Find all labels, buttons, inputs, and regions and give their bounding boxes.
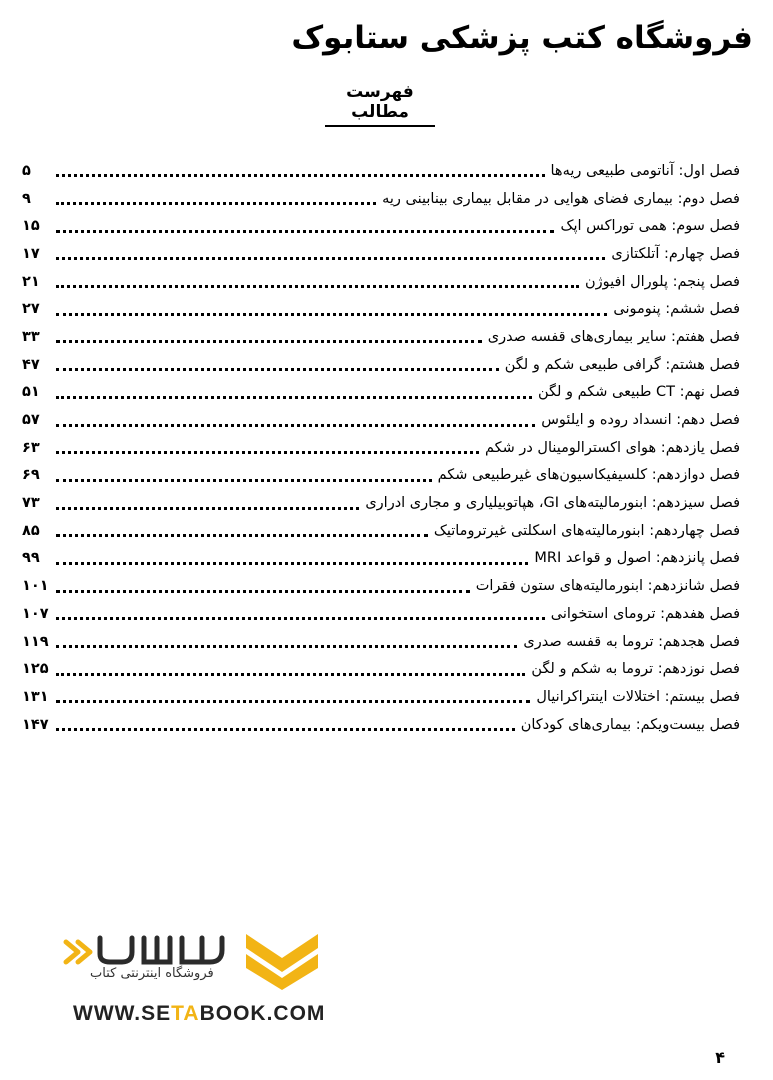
- toc-row[interactable]: [22, 434, 740, 462]
- toc-entry-page: ۱۵: [22, 218, 40, 235]
- dot-leader: [56, 617, 545, 620]
- toc-row[interactable]: [22, 268, 740, 296]
- toc-entry-page: ۳۳: [22, 328, 40, 345]
- toc-entry-title: فصل دوم: بیماری فضای هوایی در مقابل بیماری بینابینی ریه: [382, 190, 740, 207]
- toc-entry-title: فصل بیستم: اختلالات اینتراکرانیال: [536, 688, 740, 705]
- toc-row[interactable]: [22, 572, 740, 600]
- toc-heading: فهرست مطالب: [325, 82, 435, 127]
- toc-entry-title: فصل سیزدهم: ابنورمالیته‌های GI، هپاتوبیلیاری و مجاری ادراری: [365, 495, 740, 512]
- toc-row[interactable]: [22, 323, 740, 351]
- toc-entry-title: فصل اول: آناتومی طبیعی ریه‌ها: [550, 162, 740, 179]
- table-of-contents: [22, 157, 740, 738]
- toc-entry-title: فصل چهاردهم: ابنورمالیته‌های اسکلتی غیرتروماتیک: [433, 522, 740, 539]
- logo-chevron-icon: [242, 930, 322, 990]
- dot-leader: [56, 368, 499, 371]
- toc-entry-page: ۲۱: [22, 273, 40, 290]
- toc-entry-page: ۴۷: [22, 356, 40, 373]
- toc-entry-page: ۱۲۵: [22, 661, 49, 678]
- toc-row[interactable]: [22, 517, 740, 545]
- dot-leader: [56, 174, 545, 177]
- dot-leader: [56, 479, 432, 482]
- toc-entry-page: ۶۳: [22, 439, 40, 456]
- site-url-part: WWW.SE: [73, 1002, 172, 1025]
- toc-row[interactable]: [22, 406, 740, 434]
- toc-row[interactable]: [22, 600, 740, 628]
- toc-entry-title: فصل یازدهم: هوای اکسترالومینال در شکم: [484, 439, 740, 456]
- toc-entry-page: ۱۴۷: [22, 716, 49, 733]
- toc-entry-title: فصل پنجم: پلورال افیوژن: [585, 273, 740, 290]
- toc-row[interactable]: [22, 628, 740, 656]
- toc-row[interactable]: [22, 185, 740, 213]
- dot-leader: [56, 451, 479, 454]
- toc-entry-page: ۹۹: [22, 550, 40, 567]
- toc-entry-page: ۷۳: [22, 495, 40, 512]
- toc-entry-title: فصل دوازدهم: کلسیفیکاسیون‌های غیرطبیعی شکم: [437, 467, 740, 484]
- toc-entry-page: ۱۳۱: [22, 688, 49, 705]
- logo-subtitle: فروشگاه اینترنتی کتاب: [90, 966, 214, 981]
- toc-entry-title: فصل سوم: همی توراکس اپک: [560, 218, 740, 235]
- toc-entry-title: فصل نهم: CT طبیعی شکم و لگن: [537, 384, 740, 401]
- toc-entry-title: فصل هفدهم: ترومای استخوانی: [550, 605, 740, 622]
- toc-row[interactable]: [22, 462, 740, 490]
- toc-row[interactable]: [22, 351, 740, 379]
- toc-row[interactable]: [22, 295, 740, 323]
- toc-row[interactable]: [22, 545, 740, 573]
- toc-row[interactable]: [22, 655, 740, 683]
- dot-leader: [56, 590, 470, 593]
- dot-leader: [56, 257, 605, 260]
- toc-entry-title: فصل هجدهم: تروما به قفسه صدری: [523, 633, 740, 650]
- toc-entry-title: فصل ششم: پنومونی: [613, 301, 740, 318]
- toc-entry-title: فصل بیست‌ویکم: بیماری‌های کودکان: [520, 716, 740, 733]
- setabook-logo: [60, 920, 330, 1000]
- page-number: ۴: [715, 1048, 725, 1067]
- dot-leader: [56, 230, 554, 233]
- dot-leader: [56, 507, 359, 510]
- dot-leader: [56, 645, 517, 648]
- dot-leader: [56, 285, 579, 288]
- dot-leader: [56, 202, 376, 205]
- toc-entry-title: فصل نوزدهم: تروما به شکم و لگن: [531, 661, 740, 678]
- site-url-part: BOOK.COM: [199, 1002, 326, 1025]
- dot-leader: [56, 673, 525, 676]
- dot-leader: [56, 313, 607, 316]
- toc-entry-title: فصل هشتم: گرافی طبیعی شکم و لگن: [504, 356, 740, 373]
- toc-entry-page: ۱۱۹: [22, 633, 49, 650]
- dot-leader: [56, 728, 515, 731]
- toc-entry-title: فصل شانزدهم: ابنورمالیته‌های ستون فقرات: [475, 578, 740, 595]
- dot-leader: [56, 396, 532, 399]
- toc-entry-page: ۲۷: [22, 301, 40, 318]
- dot-leader: [56, 700, 530, 703]
- toc-entry-page: ۵: [22, 162, 31, 179]
- dot-leader: [56, 424, 535, 427]
- toc-row[interactable]: [22, 711, 740, 739]
- site-url-accent: TA: [171, 1002, 200, 1025]
- toc-entry-page: ۵۱: [22, 384, 40, 401]
- dot-leader: [56, 340, 482, 343]
- toc-row[interactable]: [22, 379, 740, 407]
- site-url: [73, 1002, 325, 1026]
- toc-entry-page: ۶۹: [22, 467, 40, 484]
- toc-entry-page: ۵۷: [22, 412, 40, 429]
- toc-row[interactable]: [22, 683, 740, 711]
- toc-entry-page: ۱۰۱: [22, 578, 49, 595]
- toc-entry-title: فصل دهم: انسداد روده و ایلئوس: [541, 412, 740, 429]
- toc-row[interactable]: [22, 212, 740, 240]
- toc-row[interactable]: [22, 240, 740, 268]
- dot-leader: [56, 562, 528, 565]
- toc-row[interactable]: [22, 157, 740, 185]
- toc-entry-page: ۸۵: [22, 522, 40, 539]
- toc-entry-page: ۹: [22, 190, 31, 207]
- store-title: فروشگاه کتب پزشکی ستابوک: [291, 20, 753, 56]
- toc-entry-title: فصل چهارم: آتلکتازی: [611, 245, 740, 262]
- toc-entry-page: ۱۷: [22, 245, 40, 262]
- dot-leader: [56, 534, 428, 537]
- toc-entry-title: فصل هفتم: سایر بیماری‌های قفسه صدری: [487, 328, 740, 345]
- toc-row[interactable]: [22, 489, 740, 517]
- toc-entry-title: فصل پانزدهم: اصول و قواعد MRI: [534, 550, 740, 567]
- toc-entry-page: ۱۰۷: [22, 605, 49, 622]
